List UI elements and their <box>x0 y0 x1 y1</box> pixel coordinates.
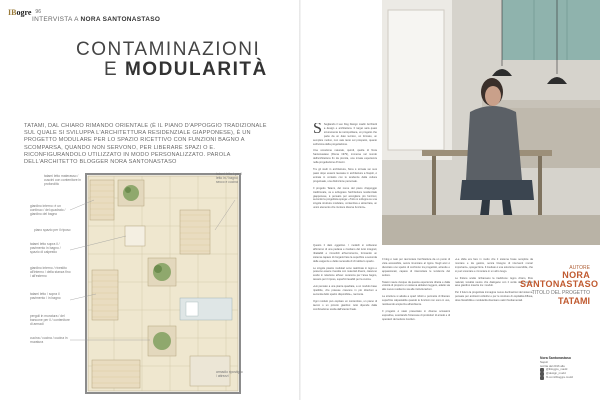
interview-kicker: INTERVISTA A NORA SANTONASTASO <box>32 16 161 23</box>
plan-label: tatami letto sopra il / pavimento in bagno / spazio di calpestio <box>30 242 61 255</box>
social-handle[interactable]: @design_mudd <box>546 371 566 376</box>
plan-label: tatami letto / per il letto in / bagno secco e cucina <box>216 172 243 185</box>
floor-plan-drawing <box>30 170 244 396</box>
social-handle[interactable]: @ibloggre_madd <box>546 367 568 372</box>
garden-module <box>123 185 139 201</box>
author-credit <box>520 265 599 306</box>
author-name-line1: NORA <box>562 270 590 280</box>
author-role-label: AUTORE <box>569 265 590 271</box>
bio-line: iscritta dal 2016 alla <box>540 363 565 368</box>
body-column-3: Il blog è nato per raccontare l'architettura da un punto di vista accessibile, senza rinunciare al rigore. Negli anni è diventato uno spazio di confronto tra progettisti, aziende e appassionati, capace di intercettare le tendenze del settore. Tatami nasce dunque da questa esperienza diretta e dalla volontà di proporre un sistema abitativo leggero, adatto sia alle nuove residenze sia alle ristrutturazioni. La struttura si adatta a spazi ridotti e permette di liberare superficie calpestabile quando le funzioni non sono in uso, restituendo ampiezza all'ambiente. Il progetto è stato presentato in diverse occasioni espositive, suscitando l'interesse di produttori di arredo e di operatori del settore ricettivo. <box>382 258 450 321</box>
plan-label: giardino interno / rivestito all'interno / della stanza fino / all'esterno <box>30 266 71 279</box>
author-bio <box>540 357 594 380</box>
social-handle[interactable]: fb.com/ibloggre.mudd <box>546 375 573 380</box>
author-name-line2: SANTONASTASO <box>520 279 599 289</box>
drop-cap: S <box>313 123 322 137</box>
article-title-line2: E MODULARITÀ <box>104 59 268 80</box>
plan-label: giardino interno: è un continuo / del quadrato / giardino del bagno <box>30 204 66 217</box>
bio-name: Nora Santonastaso <box>540 356 571 360</box>
project-label: TITOLO DEL PROGETTO <box>531 290 590 296</box>
plan-label: cucina / cucina / cucina in muratura <box>30 336 68 345</box>
page-number: 96 <box>35 9 41 15</box>
page-gutter <box>299 0 301 400</box>
social-row <box>540 376 594 380</box>
portrait-photo <box>382 0 600 245</box>
article-title-line1: CONTAMINAZIONI <box>76 39 261 60</box>
body-column-1: S Segliando il suo blog Design madd. Architetti a design e architettura. Il target sarà quasi sicuramente la metropolitana, un progetto che parte da un dato tecnico, un formato, un semplice motivo, non vale tanto sul prospetto, quanto sull'anima della progettazione. Una vocazione naturale, quindi, quella di Nora Santonastaso (Roma 1979), immersa nel mondo dell'architettura fin da piccola, una innata esperienza nella progettazione d'interni. Tra gli studi in architettura, Nora è tornata sui suoi passi dopo essersi laureata in architettura a Napoli, è entrata in contatto con le tendenze della cultura progettuale, una distinzione personale. Il progetto Tatami, del nome del piano d'appoggio tradizionale, va a sviluppare l'architettura residenziale giapponese, è pensato per accogliere più funzioni, secondo la progettista spiega: «Tutto si sviluppa su una singola struttura modulare, contenitiva e attrezzata, un unico elemento che riunisce diverse funzioni». <box>313 123 377 210</box>
body-column-4: «La sfida era fare in modo che il sistema fosse semplice da montare e da gestire, senza bisogno di interventi murari importanti», spiega Nora. Il risultato è una soluzione reversibile, che si può smontare e rimontare in un altro luogo. Le finiture scelte richiamano la tradizione: legno chiaro, fibre naturali, tonalità neutre che dialogano con il verde delle piccole aree giardino inserite tra i moduli. Per il futuro la progettista immagina nuove declinazioni del sistema, pensate per ambienti collettivi e per le strutture di ospitalità diffusa, dove flessibilità e modularità diventano valori fondamentali. <box>455 258 533 303</box>
plan-label: piano spazio per il riposo <box>34 228 71 232</box>
magazine-logo: IBogre <box>8 7 32 17</box>
body-column-2: Questo il dato oggettivo. I modelli si collocano all'interno di una pedana e risultano del tutto integrati, ribaltabili e rimovibili all'occorrenza, formando un sistema capace di riorganizzare la superficie a seconda delle esigenze e delle necessità di chi abita lo spazio. Le singole piastre modulari sono realizzate in legno e possono essere rivestite con materiali diversi, ciascuno scelto in relazione all'uso: ceramica per l'area bagno, tessuto per il riposo, superfici lavabili per la cucina. «Ho pensato a una pianta quadrata, a un modulo base ripetibile, che potesse crescere in più direzioni a seconda dello spazio disponibile», racconta. Ogni modulo può ospitare un contenitore, un piano di lavoro o un piccolo giardino: tutto dipende dalla combinazione scelta dall'utente finale. <box>313 244 377 311</box>
portrait-photo-svg <box>382 0 600 245</box>
facebook-icon <box>540 376 544 380</box>
plan-label: tatami letto / sopra il pavimento / in bagno <box>30 292 61 301</box>
project-name: TATAMI <box>558 296 590 306</box>
article-lead: TATAMI, DAL CHIARO RIMANDO ORIENTALE (È IL PIANO D'APPOGGIO TRADIZIONALE SUL QUALE SI SVILUPPA L'ARCHITETTURA RESIDENZIALE GIAPPONESE), È UN PROGETTO MODULARE PER LO SPAZIO RICETTIVO CON FUNZIONI BAGNO A SCOMPARSA, QUANDO NON SERVONO, PER LIBERARE SPAZI O E. RICONFIGURANDOLO UTILIZZATO IN MODO PERSONALIZZATO. PAROLA DELL'ARCHITETTO BLOGGER NORA SANTONASTASO <box>24 123 267 166</box>
plan-label: armadio ripostiglio / attrezzi <box>216 370 243 379</box>
plan-label: tatami letto materasso / cuscini con contenitore in profondità <box>44 174 82 187</box>
plan-label: pergoli in muratura / del bancone per il / contenitore di armadi <box>30 314 70 327</box>
bio-line: Napoli <box>540 359 548 364</box>
